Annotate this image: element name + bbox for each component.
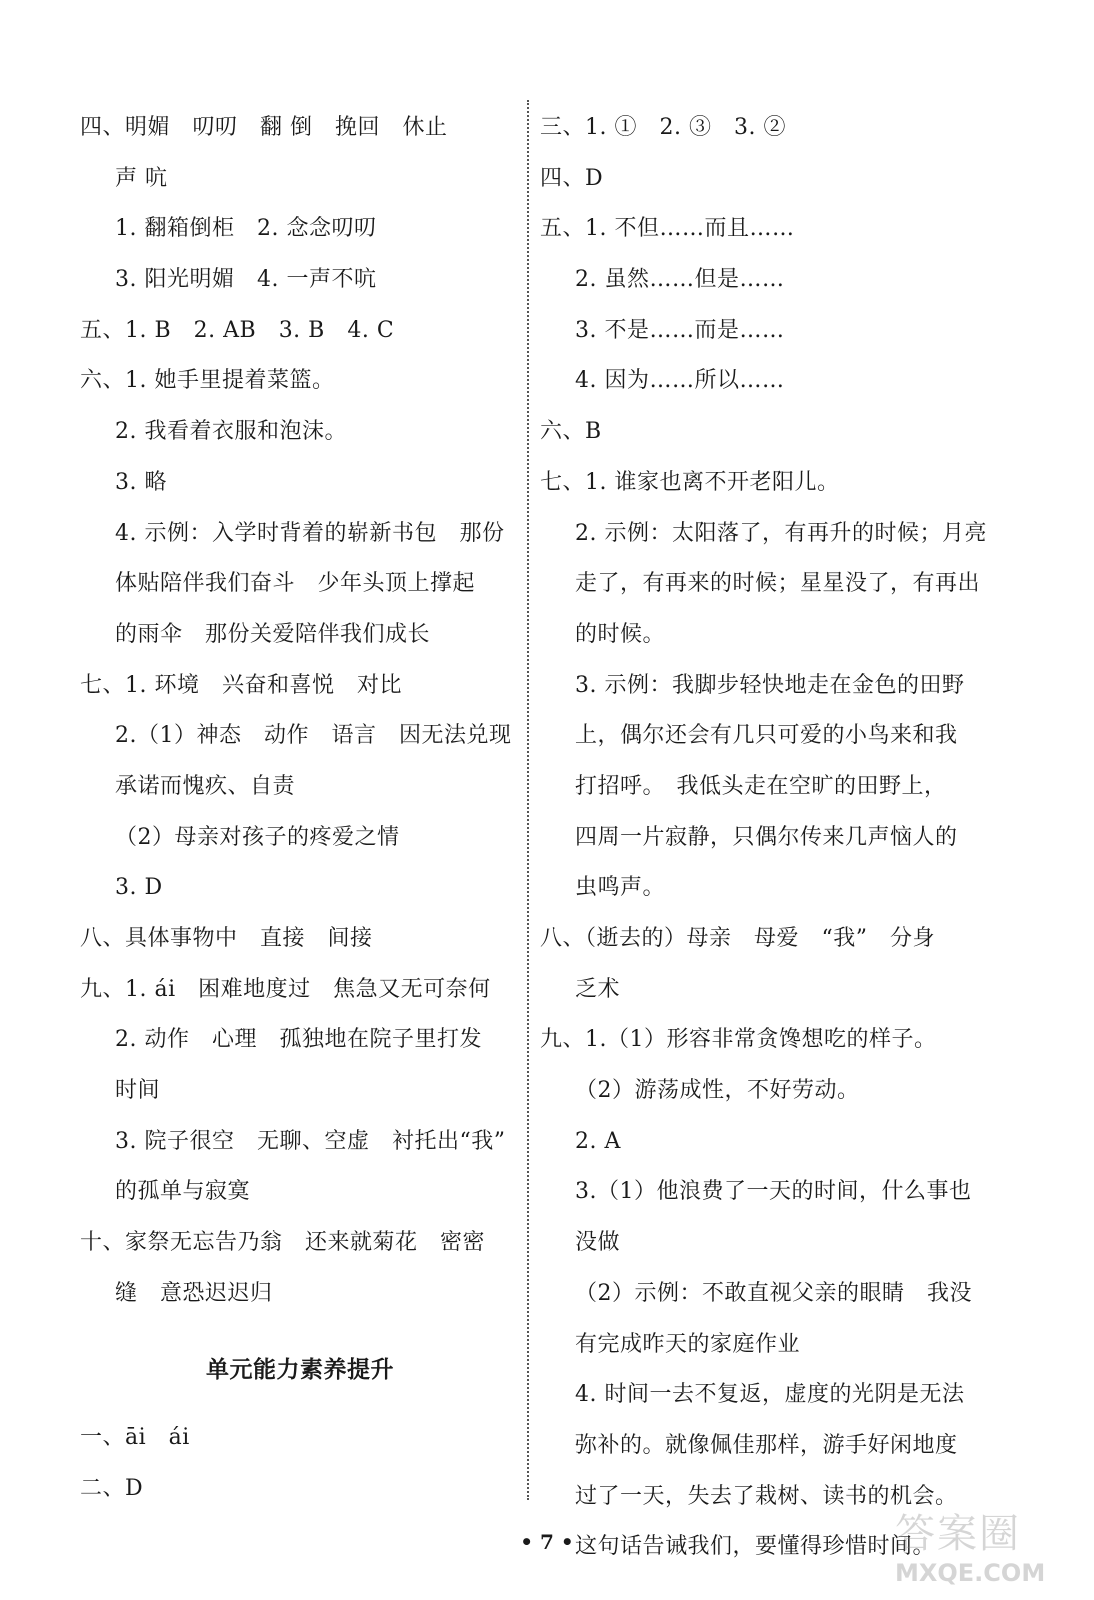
answer-line: 四、明媚 叨叨 翻 倒 挽回 休止	[80, 115, 448, 140]
answer-line: 1. 翻箱倒柜 2. 念念叨叨	[115, 216, 377, 242]
answer-line: 乏术	[575, 976, 621, 1002]
answer-line: 上，偶尔还会有几只可爱的小鸟来和我	[575, 723, 958, 749]
watermark-url: MXQE.COM	[895, 1559, 1046, 1587]
answer-line: 3. 不是……而是……	[575, 317, 785, 343]
answer-line: 走了，有再来的时候；星星没了，有再出	[575, 571, 981, 597]
answer-line: 的孤单与寂寞	[115, 1179, 251, 1205]
answer-line: 2. 示例：太阳落了，有再升的时候；月亮	[575, 520, 987, 546]
answer-line: 3. 略	[115, 469, 167, 495]
answer-line: 声 吭	[115, 165, 168, 191]
answer-line: 2. 我看着衣服和泡沫。	[115, 419, 347, 445]
answer-line: 2. A	[575, 1128, 621, 1154]
answer-line: 体贴陪伴我们奋斗 少年头顶上撑起	[115, 571, 476, 597]
answer-line: 虫鸣声。	[575, 875, 666, 901]
answer-line: 的雨伞 那份关爱陪伴我们成长	[115, 621, 431, 647]
answer-line: 3. D	[115, 875, 163, 901]
answer-line: 3. 示例：我脚步轻快地走在金色的田野	[575, 672, 965, 698]
answer-line: 4. 示例：入学时背着的崭新书包 那份	[115, 520, 505, 546]
answer-line: （2）游荡成性，不好劳动。	[575, 1078, 860, 1104]
answer-line: 没做	[575, 1230, 621, 1256]
answer-line: 过了一天，失去了栽树、读书的机会。	[575, 1483, 958, 1509]
answer-line: 的时候。	[575, 621, 666, 647]
answer-line: （2）母亲对孩子的疼爱之情	[115, 824, 400, 850]
watermark-logo: 答案圈	[895, 1511, 1021, 1557]
answer-line: 时间	[115, 1078, 161, 1104]
answer-line: 有完成昨天的家庭作业	[575, 1331, 801, 1357]
answer-line: 一、āi ái	[80, 1425, 190, 1451]
answer-line: 4. 因为……所以……	[575, 368, 785, 394]
answer-line: 3. 阳光明媚 4. 一声不吭	[115, 267, 377, 293]
answer-line: 六、1. 她手里提着菜篮。	[80, 368, 335, 394]
answer-line: 七、1. 环境 兴奋和喜悦 对比	[80, 672, 402, 698]
answer-line: 四、D	[540, 165, 604, 191]
answer-line: 弥补的。就像佩佳那样，游手好闲地度	[575, 1432, 958, 1458]
column-divider	[527, 100, 529, 1500]
answer-line: 打招呼。 我低头走在空旷的田野上，	[575, 773, 947, 799]
right-column	[540, 103, 990, 1573]
answer-line: 八、具体事物中 直接 间接	[80, 926, 373, 951]
answer-line: 九、1.（1）形容非常贪馋想吃的样子。	[540, 1027, 937, 1053]
answer-line: 3.（1）他浪费了一天的时间，什么事也	[575, 1179, 972, 1205]
answer-line: 4. 时间一去不复返，虚度的光阴是无法	[575, 1382, 965, 1408]
answer-line: 四周一片寂静，只偶尔传来几声恼人的	[575, 824, 958, 850]
answer-line: 3. 院子很空 无聊、空虚 衬托出“我”	[115, 1128, 506, 1154]
answer-line: 八、（逝去的）母亲 母爱 “我” 分身	[540, 926, 935, 951]
page-number: • 7 •	[520, 1530, 574, 1554]
section-title: 单元能力素养提升	[206, 1356, 394, 1383]
answer-line: 六、B	[540, 419, 602, 445]
answer-line: 九、1. ái 困难地度过 焦急又无可奈何	[80, 976, 491, 1002]
answer-line: 2. 动作 心理 孤独地在院子里打发	[115, 1027, 482, 1053]
answer-line: 缝 意恐迟迟归	[115, 1280, 273, 1306]
answer-line: 这句话告诫我们，要懂得珍惜时间。	[575, 1534, 936, 1560]
answer-line: 2.（1）神态 动作 语言 因无法兑现	[115, 723, 512, 749]
left-column	[80, 103, 520, 1515]
answer-line: 五、1. B 2. AB 3. B 4. C	[80, 317, 395, 343]
answer-line: 二、D	[80, 1475, 144, 1501]
answer-line: 五、1. 不但……而且……	[540, 216, 795, 242]
answer-line: 承诺而愧疚、自责	[115, 773, 296, 799]
answer-line: 十、家祭无忘告乃翁 还来就菊花 密密	[80, 1230, 486, 1256]
answer-line: 七、1. 谁家也离不开老阳儿。	[540, 469, 840, 495]
watermark	[895, 1502, 1085, 1594]
answer-line: 2. 虽然……但是……	[575, 267, 785, 293]
answer-line: （2）示例：不敢直视父亲的眼睛 我没	[575, 1280, 972, 1306]
answer-line: 三、1. ① 2. ③ 3. ②	[540, 115, 786, 140]
